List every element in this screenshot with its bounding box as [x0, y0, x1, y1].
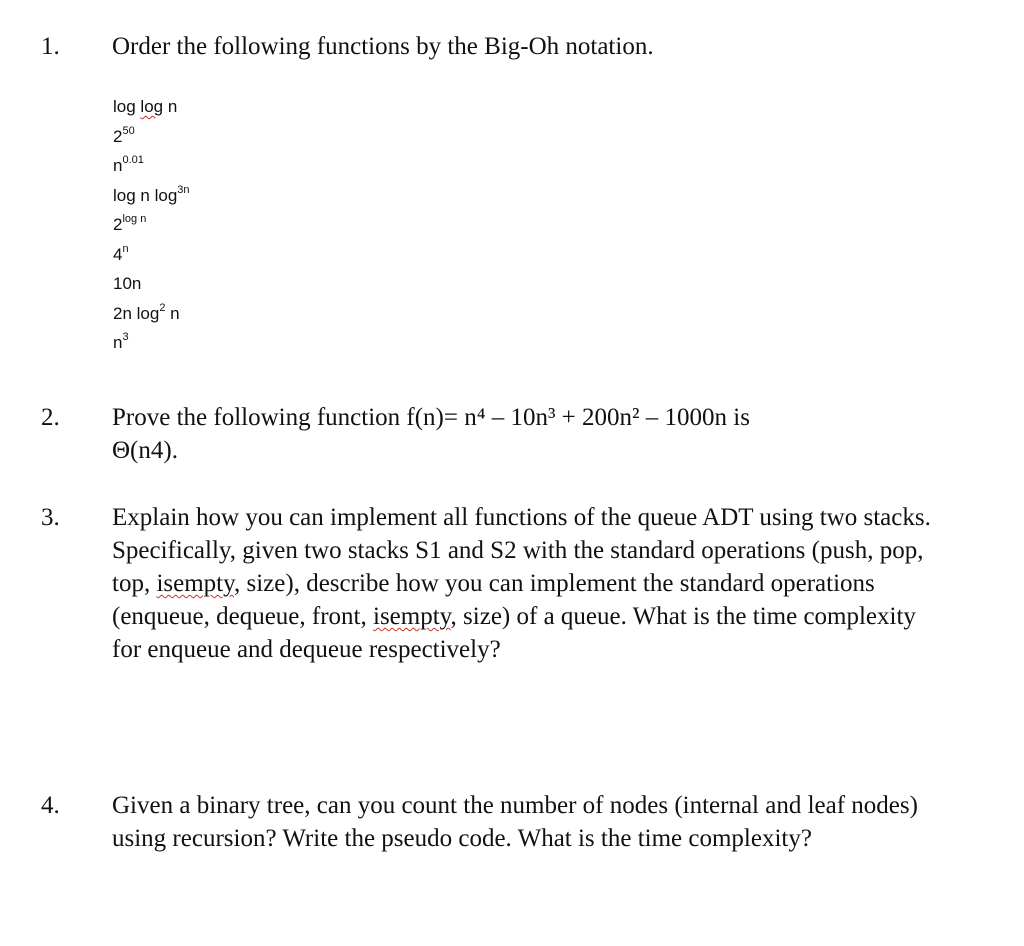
function-item: log n $\log^{3n}$	[113, 183, 190, 205]
function-item: $n^3$	[113, 331, 129, 352]
function-item: $2^{log n}$	[113, 213, 147, 234]
question-text: Given a binary tree, can you count the number of nodes (internal and leaf nodes) using recursion? Write the pseudo code. What is the time complexity?	[112, 792, 918, 852]
question-text: Prove the following function f(n)= n⁴ – 10n³ + 200n² – 1000n is Θ(n4).	[112, 404, 750, 464]
function-item: 2n $\log^2 n$	[113, 301, 180, 323]
question-text: Explain how you can implement all functions of the queue ADT using two stacks. Specifically, given two stacks S1 and S2 with the standard operations (push, pop, top, isempty, size), describe how you can implement the standard operations (enqueue, dequeue, front, isempty, size) of a queue. What is the time complexity for enqueue and dequeue respectively?	[112, 504, 931, 663]
function-item: 10n	[113, 274, 142, 293]
function-list	[113, 92, 190, 358]
question-text: Order the following functions by the Big-Oh notation.	[112, 33, 654, 60]
function-item: log log n	[113, 97, 178, 116]
spellcheck-squiggle: isempty	[156, 570, 234, 597]
function-item: $n^{0.01}$	[113, 154, 144, 175]
spellcheck-squiggle: isempty	[373, 603, 451, 630]
question-number: 1.	[41, 33, 60, 60]
function-item: 4$^n$	[113, 242, 129, 264]
question-number: 2.	[41, 404, 60, 431]
spellcheck-squiggle: log	[140, 97, 164, 116]
question-number: 4.	[41, 792, 60, 819]
function-item: $2^{50}$	[113, 124, 135, 146]
question-number: 3.	[41, 504, 60, 531]
